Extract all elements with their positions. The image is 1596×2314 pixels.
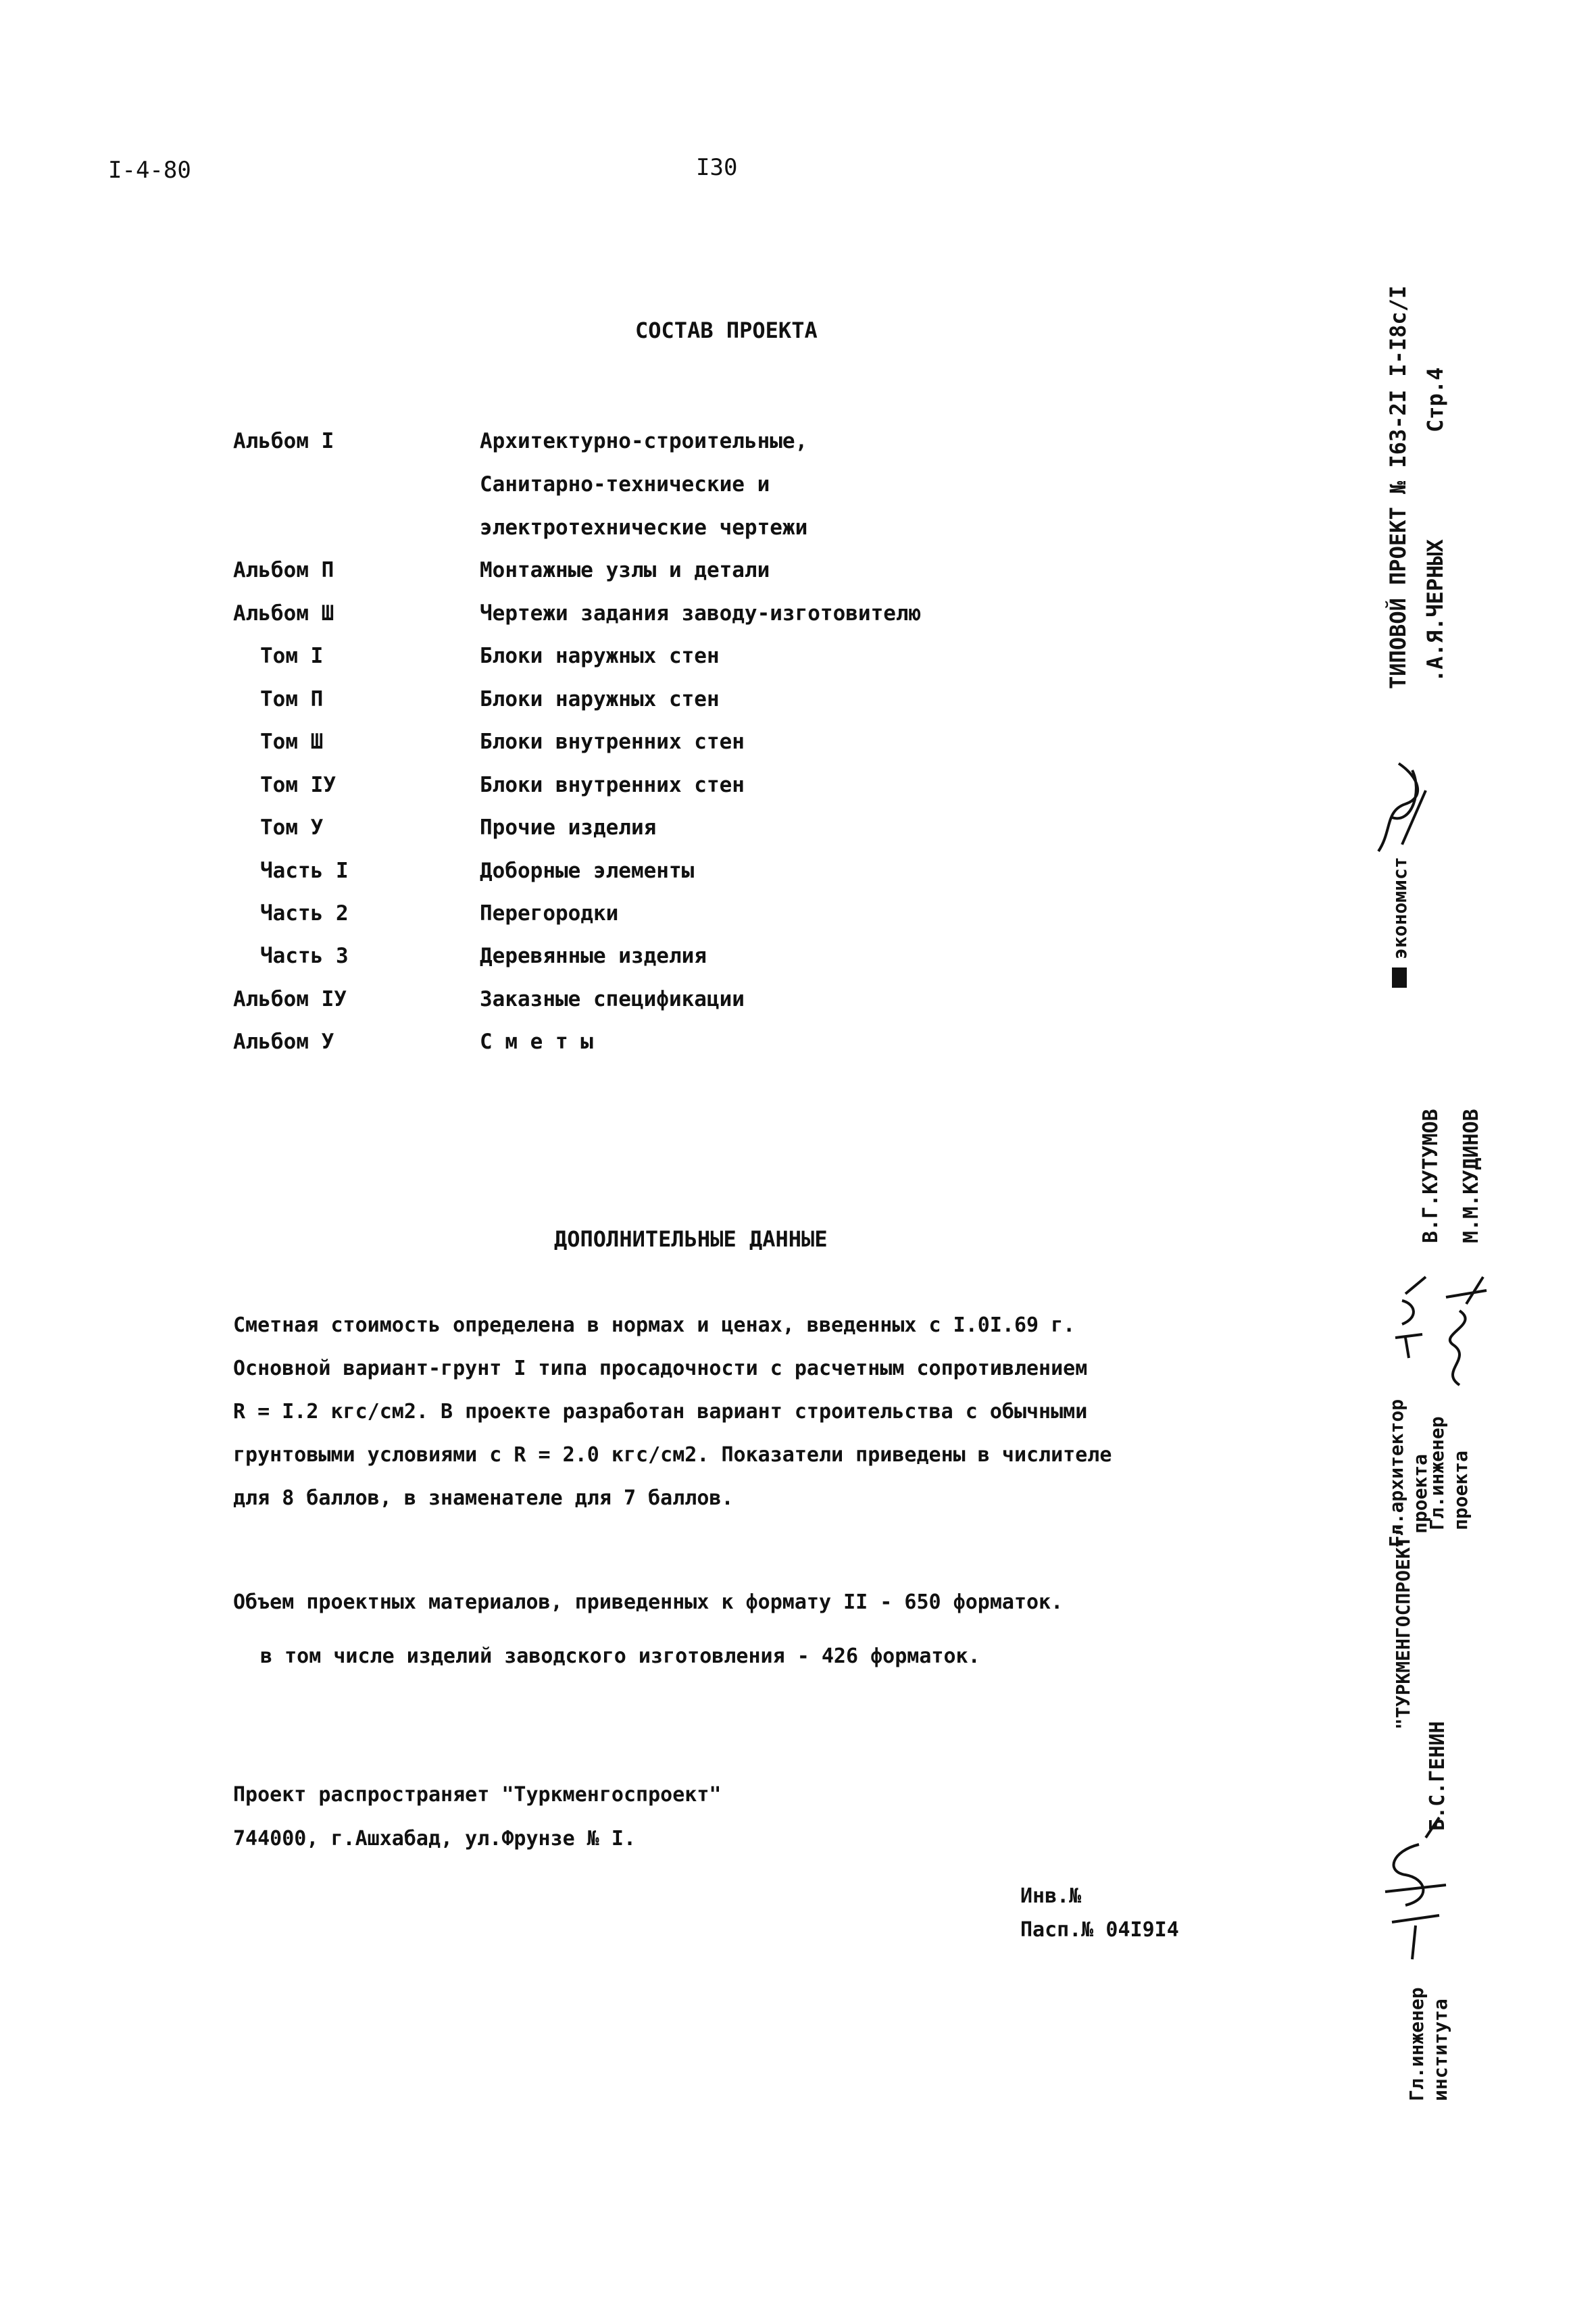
comp-label-10: Часть I [260,859,349,883]
sidebar-chief-architect-2: проекта [1409,1453,1431,1534]
comp-desc-2: электротехнические чертежи [480,515,808,540]
comp-desc-5: Блоки наружных стен [480,644,720,668]
economist-signature [1372,750,1432,865]
sidebar-project-code: ТИПОВОЙ ПРОЕКТ № I63-2I I-I8с/I [1385,285,1411,689]
sidebar-org: "ТУРКМЕНГОСПРОЕКТ" [1392,1524,1414,1730]
comp-desc-8: Блоки внутренних стен [480,773,745,797]
sidebar-architect-name: В.Г.КУТУМОВ [1419,1109,1443,1243]
comp-label-13: Альбом IУ [233,987,347,1011]
comp-label-4: Альбом Ш [233,601,334,626]
comp-label-11: Часть 2 [260,901,349,926]
comp-label-6: Том П [260,687,324,711]
comp-desc-3: Монтажные узлы и детали [480,558,770,582]
additional-line-1: Основной вариант-грунт I типа просадочности с расчетным сопротивлением [233,1357,1088,1380]
doc-code: I-4-80 [108,157,191,184]
sidebar-inst-engineer-name: Б.С.ГЕНИН [1426,1721,1449,1831]
additional-title: ДОПОЛНИТЕЛЬНЫЕ ДАННЫЕ [554,1226,828,1252]
comp-desc-4: Чертежи задания заводу-изготовителю [480,601,922,626]
additional-paragraph [233,1304,1112,1520]
comp-label-8: Том IУ [260,773,336,797]
comp-desc-10: Доборные элементы [480,859,695,883]
inventory-number: Инв.№ [1020,1884,1082,1908]
comp-label-14: Альбом У [233,1030,334,1054]
distribution-line-1: Проект распространяет "Туркменгоспроект" [233,1783,722,1807]
sidebar-chief-engineer: Гл.инженер [1426,1416,1448,1530]
comp-desc-14: С м е т ы [480,1030,593,1054]
comp-label-0: Альбом I [233,429,334,453]
comp-desc-13: Заказные спецификации [480,987,745,1011]
page-number: I30 [696,154,738,181]
comp-label-5: Том I [260,644,324,668]
additional-line-4: для 8 баллов, в знаменателе для 7 баллов. [233,1486,734,1510]
comp-desc-12: Деревянные изделия [480,944,707,968]
sidebar-page-ref: Стр.4 [1422,367,1448,432]
sidebar-chief-engineer-2: проекта [1449,1450,1472,1530]
sidebar-author-visible: .А.Я.ЧЕРНЫХ [1422,539,1448,682]
volume-subline: в том числе изделий заводского изготовления - 426 форматок. [260,1644,980,1668]
comp-label-3: Альбом П [233,558,334,582]
comp-desc-6: Блоки наружных стен [480,687,720,711]
comp-desc-11: Перегородки [480,901,619,926]
additional-line-3: грунтовыми условиями с R = 2.0 кгс/см2. Показатели приведены в числителе [233,1443,1112,1467]
comp-desc-7: Блоки внутренних стен [480,730,745,754]
comp-desc-1: Санитарно-технические и [480,472,770,497]
comp-label-9: Том У [260,815,324,840]
inst-engineer-signature [1372,1811,1453,1966]
additional-line-2: R = I.2 кгс/см2. В проекте разработан вариант строительства с обычными [233,1400,1088,1424]
comp-desc-0: Архитектурно-строительные, [480,429,808,453]
sidebar-marker [1392,967,1407,988]
passport-number: Пасп.№ 04I9I4 [1020,1918,1179,1942]
comp-label-7: Том Ш [260,730,324,754]
sidebar-inst-engineer-2: института [1429,1998,1451,2101]
composition-title: СОСТАВ ПРОЕКТА [635,318,818,343]
sidebar-engineer-name: М.М.КУДИНОВ [1460,1109,1483,1243]
sidebar-inst-engineer: Гл.инженер [1405,1987,1428,2101]
distribution-line-2: 744000, г.Ашхабад, ул.Фрунзе № I. [233,1827,637,1851]
sidebar-chief-architect: Гл.архитектор [1385,1399,1407,1547]
comp-label-12: Часть 3 [260,944,349,968]
additional-line-0: Сметная стоимость определена в нормах и ценах, введенных с I.0I.69 г. [233,1313,1076,1337]
engineer-signature [1426,1257,1493,1392]
comp-desc-9: Прочие изделия [480,815,657,840]
sidebar-economist: экономист [1389,857,1411,959]
volume-line: Объем проектных материалов, приведенных к формату II - 650 форматок. [233,1590,1064,1614]
